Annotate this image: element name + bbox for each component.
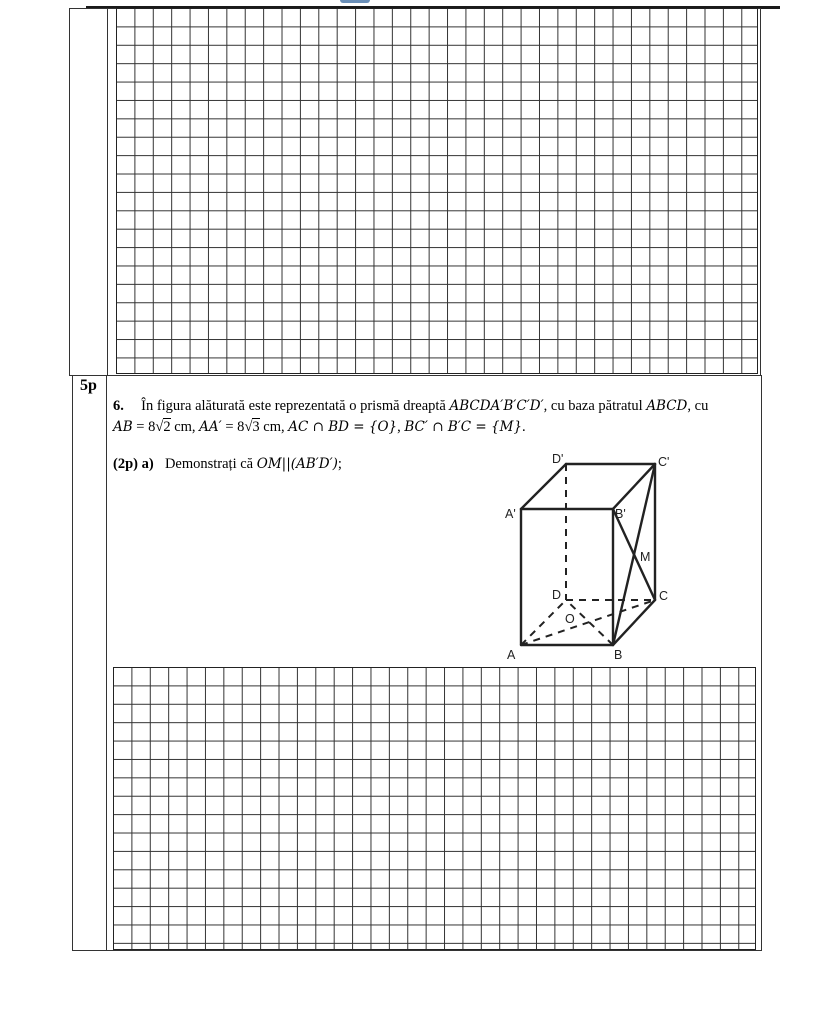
label-A: A <box>507 648 516 662</box>
part-end: ; <box>337 456 342 472</box>
sqrt-sign: √ <box>155 419 164 435</box>
subquestion-a <box>113 454 342 475</box>
aa-lhs: AA′ <box>199 419 222 435</box>
label-B1: B' <box>615 507 626 521</box>
answer-grid-2[interactable] <box>113 667 756 950</box>
label-B: B <box>614 648 623 662</box>
score-column-divider <box>106 375 107 951</box>
statement-line-2: AB = 8√2 cm, AA′ = 8√3 cm, AC ∩ BD = {O}, BC′ ∩ B′C = {M}. <box>113 419 526 435</box>
problem-statement <box>113 396 753 438</box>
score-label: 5p <box>80 377 97 394</box>
section-1-divider <box>107 8 108 376</box>
intro-end: , cu <box>687 398 709 414</box>
prism-name: ABCDA′B′C′D′ <box>449 398 544 414</box>
base-name: ABCD <box>646 398 688 414</box>
statement-end: . <box>522 419 526 435</box>
part-points: (2p) a) <box>113 456 154 472</box>
label-O: O <box>565 612 575 626</box>
problem-number: 6. <box>113 398 124 414</box>
ab-unit: cm, <box>170 419 196 435</box>
label-C: C <box>659 589 669 603</box>
sqrt-sign: √ <box>244 419 253 435</box>
label-M: M <box>640 550 651 564</box>
answer-grid-1[interactable] <box>116 8 758 374</box>
hidden-edge-AD <box>521 600 566 645</box>
part-math: OM||(AB′D′) <box>256 456 338 472</box>
part-text: Demonstrați că <box>164 456 257 472</box>
ab-eq: = 8 <box>132 419 156 435</box>
prism-figure <box>500 448 690 668</box>
label-A1: A' <box>505 507 516 521</box>
aa-radicand: 3 <box>252 419 260 435</box>
ab-lhs: AB <box>113 419 133 435</box>
ab-radicand: 2 <box>163 419 171 435</box>
label-C1: C' <box>658 455 670 469</box>
label-D: D <box>552 588 562 602</box>
intro-text: În figura alăturată este reprezentată o prismă dreaptă <box>141 398 450 414</box>
aa-unit: cm, <box>259 419 285 435</box>
top-rule-accent <box>340 0 370 3</box>
aa-eq: = 8 <box>221 419 245 435</box>
label-D1: D' <box>552 452 564 466</box>
intersection-2: BC′ ∩ B′C = {M} <box>404 419 523 435</box>
statement-line-1 <box>113 396 753 417</box>
intro-mid: , cu baza pătratul <box>543 398 647 414</box>
intersection-1: AC ∩ BD = {O} <box>288 419 398 435</box>
edge-A1D1 <box>521 464 566 509</box>
